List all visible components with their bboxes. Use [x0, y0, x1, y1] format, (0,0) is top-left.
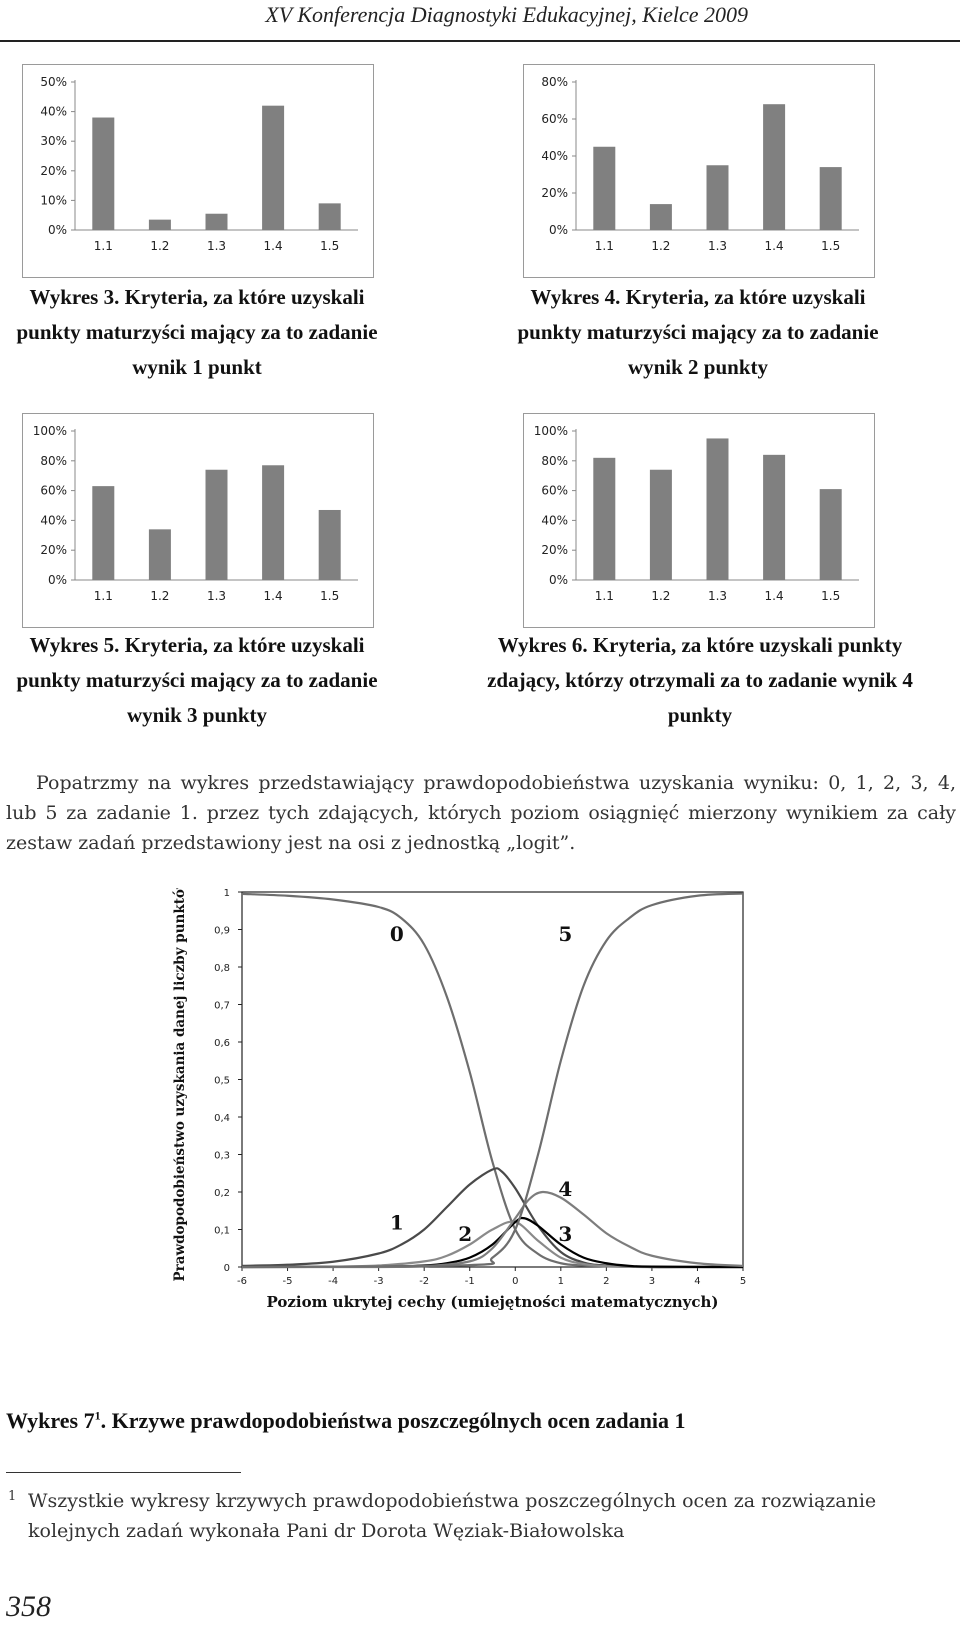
chart-wykres-5 — [22, 413, 374, 628]
y-tick-label: 50% — [40, 75, 67, 89]
x-tick-label: -5 — [282, 1276, 293, 1287]
bar-chart-svg — [23, 65, 373, 277]
y-tick-label: 0,4 — [214, 1113, 230, 1124]
x-tick-label: 1 — [557, 1276, 565, 1287]
x-tick-label: -4 — [328, 1276, 339, 1287]
x-tick-label: 1.2 — [651, 239, 671, 253]
y-tick-label: 60% — [541, 483, 568, 498]
footnote-text: Wszystkie wykresy krzywych prawdopodobieństwa poszczególnych ocen za rozwiązanie kolejnych zadań wykonała Pani dr Dorota Węziak-Białowolska — [28, 1490, 877, 1542]
bar — [319, 203, 341, 230]
x-tick-label: -6 — [237, 1276, 247, 1287]
body-paragraph: Popatrzmy na wykres przedstawiający prawdopodobieństwa uzyskania wyniku: 0, 1, 2, 3, 4, lub 5 za zadanie 1. przez tych zdających, których poziom osiągnięć mierzony wynikiem za cały zestaw zadań przedstawiony jest na osi z jednostką „logit”. — [6, 772, 956, 854]
x-tick-label: 3 — [648, 1276, 656, 1287]
x-tick-label: 1.1 — [93, 239, 113, 253]
x-tick-label: -1 — [464, 1276, 475, 1287]
y-tick-label: 40% — [40, 104, 67, 119]
y-tick-label: 80% — [541, 453, 568, 468]
bar — [650, 470, 672, 580]
y-tick-label: 10% — [40, 193, 67, 208]
probability-curves-svg — [170, 888, 780, 1358]
plot-frame — [242, 892, 743, 1267]
chart-wykres-7 — [170, 888, 780, 1362]
curve-label-0: 0 — [389, 921, 404, 946]
y-tick-label: 1 — [223, 888, 230, 899]
bar — [262, 465, 284, 580]
x-tick-label: 1.4 — [764, 589, 784, 603]
curve-5 — [242, 894, 743, 1268]
bar — [820, 167, 842, 230]
bar — [820, 489, 842, 580]
x-tick-label: 1.3 — [707, 239, 728, 253]
x-tick-label: 2 — [603, 1276, 610, 1287]
y-tick-label: 100% — [32, 424, 67, 438]
bar — [92, 486, 114, 580]
y-tick-label: 80% — [541, 75, 568, 89]
y-tick-label: 40% — [40, 513, 67, 528]
y-tick-label: 20% — [40, 163, 67, 178]
x-tick-label: 4 — [694, 1276, 701, 1287]
curve-label-3: 3 — [558, 1221, 573, 1246]
footnote — [8, 1486, 958, 1546]
curve-1 — [242, 1168, 743, 1267]
x-tick-label: 1.4 — [764, 239, 784, 253]
y-tick-label: 0,2 — [214, 1188, 230, 1199]
caption-wykres-5: Wykres 5. Kryteria, za które uzyskali punkty maturzyści mający za to zadanie wynik 3 punkty — [16, 633, 378, 727]
curve-label-2: 2 — [458, 1221, 473, 1246]
y-tick-label: 20% — [40, 543, 67, 558]
page-number: 358 — [6, 1590, 51, 1623]
x-axis-title: Poziom ukrytej cechy (umiejętności matematycznych) — [266, 1293, 719, 1311]
x-tick-label: 1.4 — [263, 239, 283, 253]
bar — [763, 455, 785, 580]
bar — [206, 470, 228, 580]
x-tick-label: -3 — [373, 1276, 384, 1287]
x-tick-label: 1.2 — [150, 239, 170, 253]
conference-title: XV Konferencja Diagnostyki Edukacyjnej, Kielce 2009 — [265, 2, 748, 27]
bar — [650, 204, 672, 230]
y-tick-label: 0,9 — [214, 925, 230, 937]
y-tick-label: 0,6 — [214, 1038, 230, 1049]
bar-chart-svg — [23, 414, 373, 627]
bar — [593, 458, 615, 580]
y-tick-label: 20% — [541, 543, 568, 558]
y-tick-label: 0,3 — [214, 1150, 230, 1162]
x-tick-label: 1.3 — [707, 589, 728, 603]
x-tick-label: 1.1 — [594, 589, 614, 603]
y-tick-label: 0,5 — [214, 1075, 230, 1087]
x-tick-label: 1.5 — [320, 589, 340, 603]
x-tick-label: 1.2 — [651, 589, 671, 603]
bar — [149, 220, 171, 230]
bar — [149, 529, 171, 580]
x-tick-label: 1.3 — [206, 589, 227, 603]
y-tick-label: 60% — [541, 112, 568, 126]
x-tick-label: 1.5 — [821, 239, 841, 253]
y-tick-label: 0% — [47, 223, 67, 237]
y-tick-label: 100% — [533, 424, 568, 438]
caption-wykres-3: Wykres 3. Kryteria, za które uzyskali punkty maturzyści mający za to zadanie wynik 1 punkt — [16, 285, 378, 379]
y-tick-label: 0,7 — [214, 1000, 230, 1012]
y-tick-label: 0% — [548, 573, 568, 587]
y-tick-label: 0,1 — [214, 1225, 230, 1237]
bar-chart-svg — [524, 65, 874, 277]
curve-label-4: 4 — [558, 1176, 573, 1201]
y-tick-label: 80% — [40, 453, 67, 468]
y-tick-label: 0% — [47, 573, 67, 587]
footnote-mark: 1 — [8, 1489, 17, 1504]
x-tick-label: 1.2 — [150, 589, 170, 603]
bar — [92, 118, 114, 230]
bar — [763, 104, 785, 230]
curve-label-5: 5 — [558, 921, 573, 946]
y-tick-label: 0,8 — [214, 963, 230, 974]
y-tick-label: 40% — [541, 149, 568, 163]
x-tick-label: 1.4 — [263, 589, 283, 603]
bar — [319, 510, 341, 580]
x-tick-label: 0 — [512, 1276, 519, 1287]
caption-wykres-4: Wykres 4. Kryteria, za które uzyskali punkty maturzyści mający za to zadanie wynik 2 punkty — [517, 285, 879, 379]
x-tick-label: 1.3 — [206, 239, 227, 253]
figure-7-caption — [6, 1408, 685, 1434]
y-tick-label: 20% — [541, 186, 568, 200]
chart-wykres-4 — [523, 64, 875, 278]
chart-wykres-3 — [22, 64, 374, 278]
y-tick-label: 40% — [541, 513, 568, 528]
figure-7-label: Wykres 7 — [6, 1408, 95, 1433]
y-tick-label: 60% — [40, 483, 67, 498]
x-tick-label: 1.5 — [821, 589, 841, 603]
bar-chart-svg — [524, 414, 874, 627]
bar — [707, 438, 729, 580]
x-tick-label: 1.1 — [93, 589, 113, 603]
bar — [262, 106, 284, 230]
bar — [593, 147, 615, 230]
x-tick-label: 5 — [739, 1276, 747, 1287]
chart-wykres-6 — [523, 413, 875, 628]
bar — [206, 214, 228, 230]
caption-wykres-6: Wykres 6. Kryteria, za które uzyskali punkty zdający, którzy otrzymali za to zadanie wynik 4 punkty — [487, 633, 913, 727]
figure-7-title: . Krzywe prawdopodobieństwa poszczególnych ocen zadania 1 — [100, 1408, 686, 1433]
y-axis-title: Prawdopodobieństwo uzyskania danej liczby punktów — [172, 888, 188, 1282]
x-tick-label: 1.5 — [320, 239, 340, 253]
x-tick-label: -2 — [419, 1276, 430, 1287]
curve-0 — [242, 894, 743, 1267]
figure-7-footnote-ref: 1 — [94, 1408, 101, 1423]
y-tick-label: 0% — [548, 223, 568, 237]
footnote-rule — [6, 1472, 241, 1473]
y-tick-label: 30% — [40, 134, 67, 149]
bar — [707, 165, 729, 230]
page-header — [0, 0, 960, 42]
y-tick-label: 0 — [223, 1263, 230, 1274]
curve-label-1: 1 — [389, 1210, 404, 1235]
x-tick-label: 1.1 — [594, 239, 614, 253]
